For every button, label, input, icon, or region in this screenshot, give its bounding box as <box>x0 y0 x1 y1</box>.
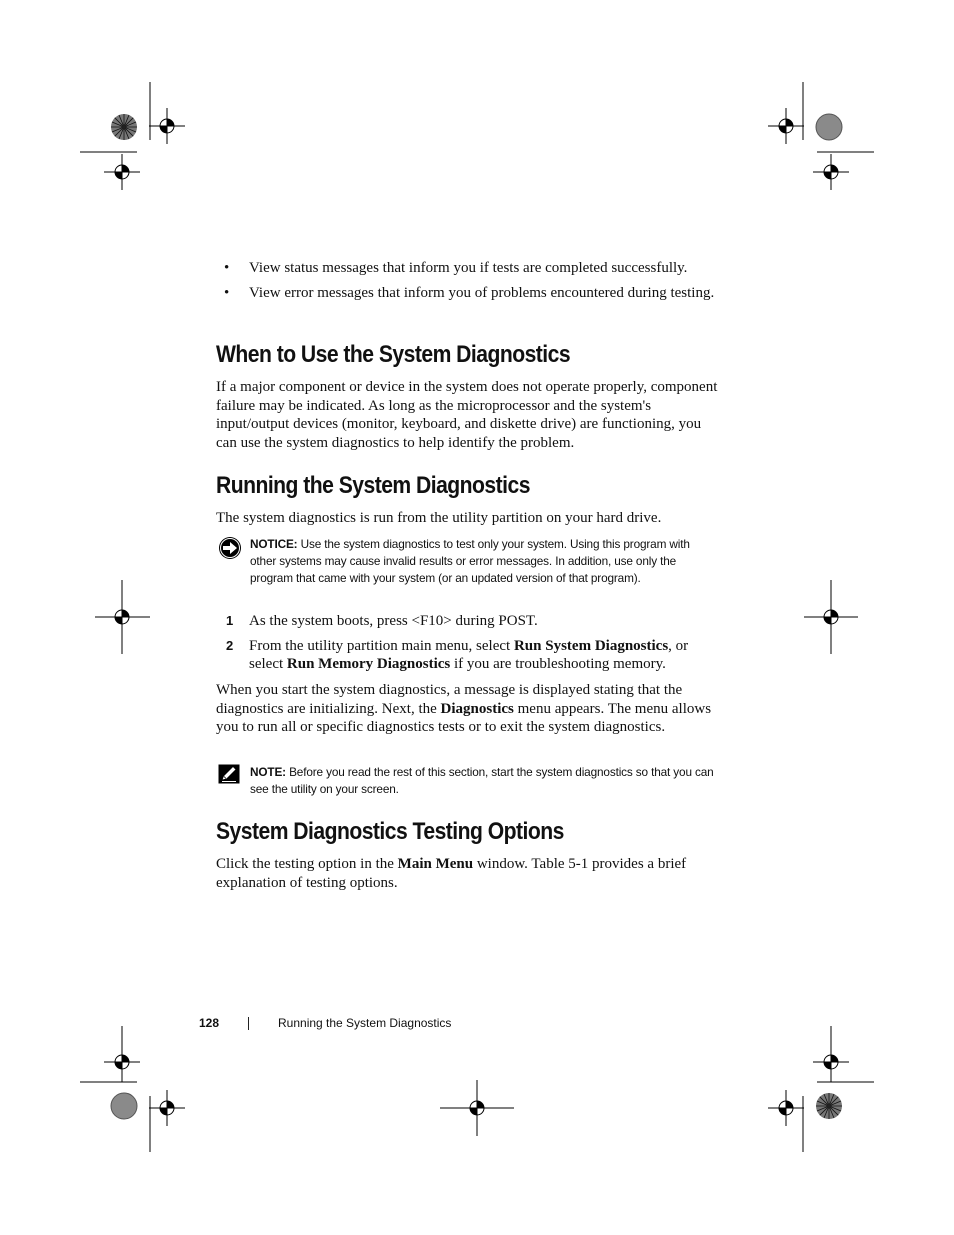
step-text-pre: From the utility partition main menu, select <box>249 637 514 654</box>
feature-bullet-list <box>216 259 716 308</box>
bullet-item <box>216 284 716 303</box>
step-number: 2 <box>226 637 234 653</box>
notice-label: NOTICE: <box>250 537 298 551</box>
step-number: 1 <box>226 613 234 628</box>
options-post: window. Table 5-1 provides a brief explanation of testing options. <box>216 856 687 891</box>
footer-chapter-title: Running the System Diagnostics <box>278 1016 452 1030</box>
para2-pre: When you start the system diagnostics, a message is displayed stating that the diagnostics are initializing. Next, the <box>216 682 683 717</box>
when-to-use-paragraph: If a major component or device in the system does not operate properly, component failure may be indicated. As long as the microprocessor and the system's input/output devices (monitor, keyboard, and diskette drive) are functioning, you can use the system diagnostics to help identify the problem. <box>216 379 718 452</box>
step-item <box>216 637 718 674</box>
bullet-text: View error messages that inform you of problems encountered during testing. <box>249 284 715 301</box>
notice-text: Use the system diagnostics to test only your system. Using this program with other systems may cause invalid results or error messages. In addition, use only the program that came with your system (or an updated version of that program). <box>250 537 690 586</box>
page-number: 128 <box>199 1016 220 1030</box>
bullet-marker: • <box>224 284 230 301</box>
heading-when-to-use: When to Use the System Diagnostics <box>216 341 571 368</box>
menu-name-diagnostics: Diagnostics <box>440 700 514 717</box>
step-text: As the system boots, press <F10> during POST. <box>249 613 538 629</box>
note-text: Before you read the rest of this section, start the system diagnostics so that you can see the utility on your screen. <box>250 765 714 797</box>
running-intro: The system diagnostics is run from the utility partition on your hard drive. <box>216 510 662 526</box>
step-text-mid: , or select <box>249 637 689 673</box>
step-text-post: if you are troubleshooting memory. <box>450 656 666 673</box>
bullet-marker: • <box>224 260 230 276</box>
note-label: NOTE: <box>250 765 286 779</box>
notice-callout <box>216 536 718 588</box>
window-name-main-menu: Main Menu <box>397 856 474 872</box>
note-callout <box>216 764 718 798</box>
menu-option-run-memory-diagnostics: Run Memory Diagnostics <box>286 656 451 673</box>
heading-running: Running the System Diagnostics <box>216 472 530 499</box>
bullet-text: View status messages that inform you if tests are completed successfully. <box>249 260 688 276</box>
options-pre: Click the testing option in the <box>216 856 398 872</box>
heading-testing-options: System Diagnostics Testing Options <box>216 818 564 845</box>
step-item <box>216 612 718 631</box>
testing-options-paragraph <box>216 855 718 892</box>
footer-divider <box>248 1017 249 1030</box>
steps-list <box>216 612 718 680</box>
note-pencil-icon <box>218 764 240 784</box>
notice-arrow-icon <box>218 536 242 560</box>
para2-post: menu appears. The menu allows you to run all or specific diagnostics tests or to exit the system diagnostics. <box>216 700 712 736</box>
running-paragraph-2 <box>216 681 718 737</box>
bullet-item <box>216 259 716 278</box>
menu-option-run-system-diagnostics: Run System Diagnostics <box>513 637 669 654</box>
